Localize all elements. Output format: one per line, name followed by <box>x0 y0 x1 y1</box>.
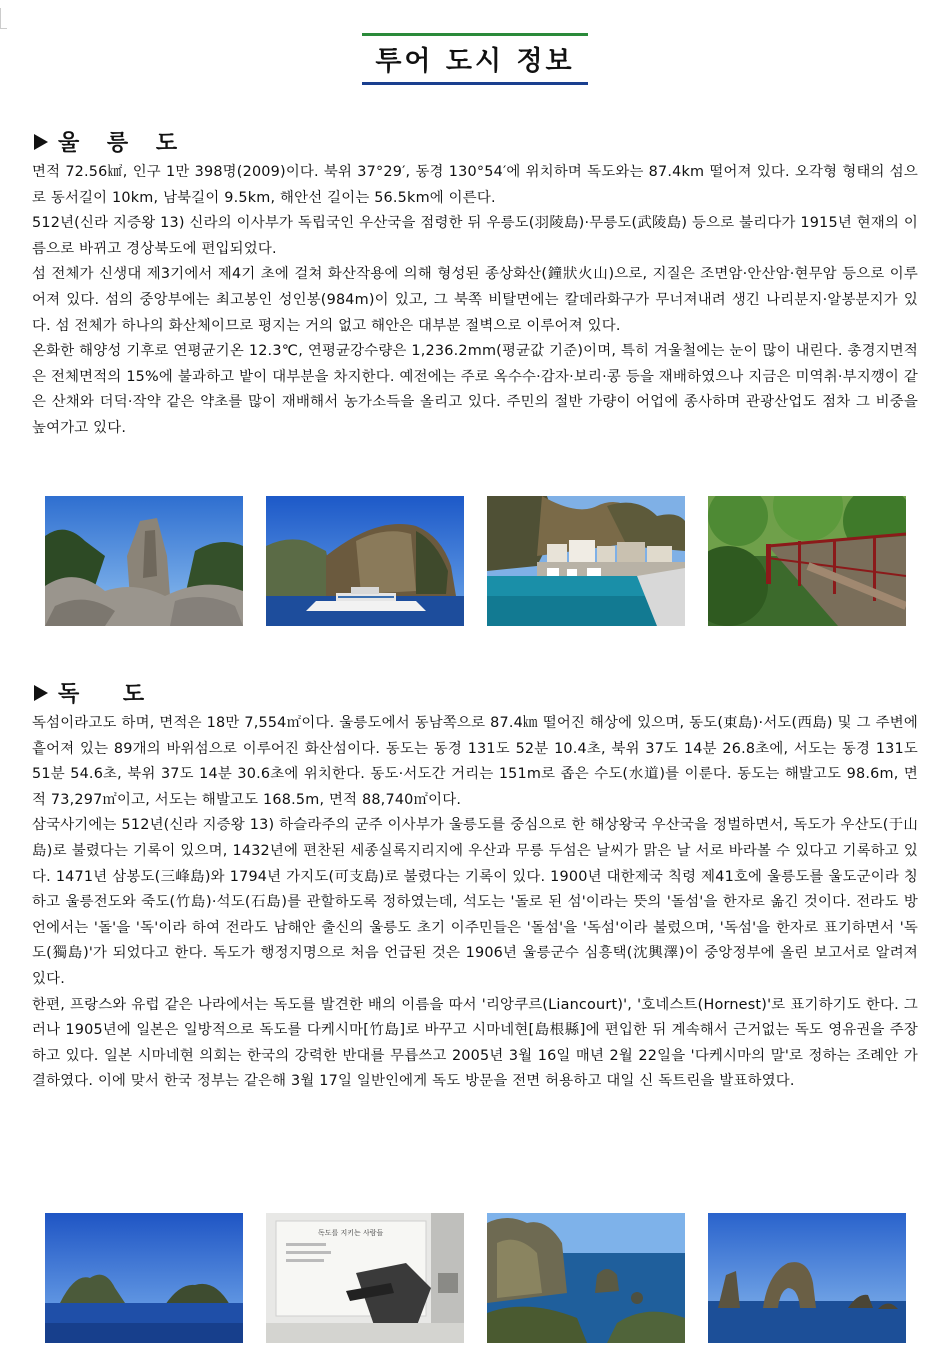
section-heading-text: 독 도 <box>58 682 163 707</box>
paragraph: 섬 전체가 신생대 제3기에서 제4기 초에 걸쳐 화산작용에 의해 형성된 종상화산(鐘狀火山)으로, 지질은 조면암·안산암·현무암 등으로 이루어져 있다. 섬의 중앙부에는 최고봉인 성인봉(984m)이 있고, 그 북쪽 비탈면에는 칼데라화구가 무너져내려 생긴 나리분지·알봉분지가 있다. 섬 전체가 하나의 화산체이므로 평지는 거의 없고 해안은 대부분 절벽으로 이루어져 있다. <box>32 266 918 334</box>
page-title-box <box>362 33 588 85</box>
photo-cliff-ferry <box>266 496 464 626</box>
triangle-bullet-icon <box>34 685 48 701</box>
photo-row-dokdo <box>45 1213 907 1343</box>
section-heading-dokdo <box>34 677 162 708</box>
photo-arch-rock <box>708 1213 906 1343</box>
paragraph: 512년(신라 지증왕 13) 신라의 이사부가 독립국인 우산국을 점령한 뒤 우릉도(羽陵島)·무릉도(武陵島) 등으로 불리다가 1915년 현재의 이름으로 바뀌고 경상북도에 편입되었다. <box>32 215 918 257</box>
title-top-rule <box>362 33 588 36</box>
paragraph: 삼국사기에는 512년(신라 지증왕 13) 하슬라주의 군주 이사부가 울릉도를 중심으로 한 해상왕국 우산국을 정벌하면서, 독도가 우산도(于山島)로 불렸다는 기록이 있으며, 1432년에 편찬된 세종실록지리지에 우산과 무릉 두섬은 날씨가 맑은 날 서로 바라볼 수 있다고 기록하고 있다. 1471년 삼봉도(三峰島)와 1794년 가지도(可支島)로 불렸다는 기록이 있다. 1900년 대한제국 칙령 제41호에 울릉도를 울도군이라 칭하고 울릉전도와 죽도(竹島)·석도(石島)를 관할하도록 정하였는데, 석도는 '돌로 된 섬'이라는 뜻의 '돌섬'을 한자로 옮긴 것이다. 전라도 방언에서는 '돌'을 '독'이라 하여 전라도 남해안 출신의 울릉도 초기 이주민들은 '돌섬'을 '독섬'이라 불렀으며, '독섬'을 한자로 표기하면서 '독도(獨島)'가 되었다고 한다. 독도가 행정지명으로 처음 언급된 것은 1906년 울릉군수 심흥택(沈興澤)이 중앙정부에 올린 보고서로 알려져 있다. <box>32 817 918 987</box>
triangle-bullet-icon <box>34 134 48 150</box>
photo-exhibit <box>266 1213 464 1343</box>
photo-row-ulleungdo <box>45 496 907 626</box>
section-body-dokdo <box>32 711 918 1095</box>
paragraph: 면적 72.56㎢, 인구 1만 398명(2009)이다. 북위 37°29′, 동경 130°54′에 위치하며 독도와는 87.4km 떨어져 있다. 오각형 형태의 섬으로 동서길이 10km, 남북길이 9.5km, 해안선 길이는 56.5km에 이른다. <box>32 164 918 206</box>
photo-dokdo-islands <box>45 1213 243 1343</box>
photo-harbor <box>487 496 685 626</box>
paragraph: 독섬이라고도 하며, 면적은 18만 7,554㎡이다. 울릉도에서 동남쪽으로 87.4㎞ 떨어진 해상에 있으며, 동도(東島)·서도(西島) 및 그 주변에 흩어져 있는 89개의 바위섬으로 이루어진 화산섬이다. 동도는 동경 131도 52분 10.4초, 북위 37도 14분 26.8초에, 서도는 동경 131도 51분 54.6초, 북위 37도 14분 30.6초에 위치한다. 동도·서도간 거리는 151m로 좁은 수도(水道)를 이룬다. 동도는 해발고도 98.6m, 면적 73,297㎡이고, 서도는 해발고도 168.5m, 면적 88,740㎡이다. <box>32 715 918 808</box>
page-title: 투어 도시 정보 <box>375 46 575 77</box>
paragraph: 한편, 프랑스와 유럽 같은 나라에서는 독도를 발견한 배의 이름을 따서 '리앙쿠르(Liancourt)', '호네스트(Hornest)'로 표기하기도 한다. 그러나 1905년에 일본은 일방적으로 독도를 다케시마[竹島]로 바꾸고 시마네현[島根縣]에 편입한 뒤 계속해서 근거없는 독도 영유권을 주장하고 있다. 일본 시마네현 의회는 한국의 강력한 반대를 무릅쓰고 2005년 3월 16일 매년 2월 22일을 '다케시마의 말'로 정하는 조례안 가결하였다. 이에 맞서 한국 정부는 같은해 3월 17일 일반인에게 독도 방문을 전면 허용하고 대일 신 독트린을 발표하였다. <box>32 996 918 1090</box>
photo-coastal-rocks <box>487 1213 685 1343</box>
photo-forest-bridge <box>708 496 906 626</box>
exhibit-text: 독도를 지키는 사람들 <box>318 1229 384 1237</box>
page-corner-mark <box>0 8 7 29</box>
section-heading-ulleungdo <box>34 126 187 157</box>
title-bottom-rule <box>362 82 588 85</box>
paragraph: 온화한 해양성 기후로 연평균기온 12.3℃, 연평균강수량은 1,236.2mm(평균값 기준)이며, 특히 겨울철에는 눈이 많이 내린다. 총경지면적은 전체면적의 15%에 불과하고 밭이 대부분을 차지한다. 예전에는 주로 옥수수·감자·보리·콩 등을 재배하였으나 지금은 미역취·부지깽이 같은 산채와 더덕·작약 같은 약초를 많이 재배해서 농가소득을 올리고 있다. 주민의 절반 가량이 어업에 종사하며 관광산업도 점차 그 비중을 높여가고 있다. <box>32 343 918 436</box>
section-heading-text: 울 릉 도 <box>58 131 188 156</box>
section-body-ulleungdo <box>32 160 918 442</box>
photo-stone-monument <box>45 496 243 626</box>
